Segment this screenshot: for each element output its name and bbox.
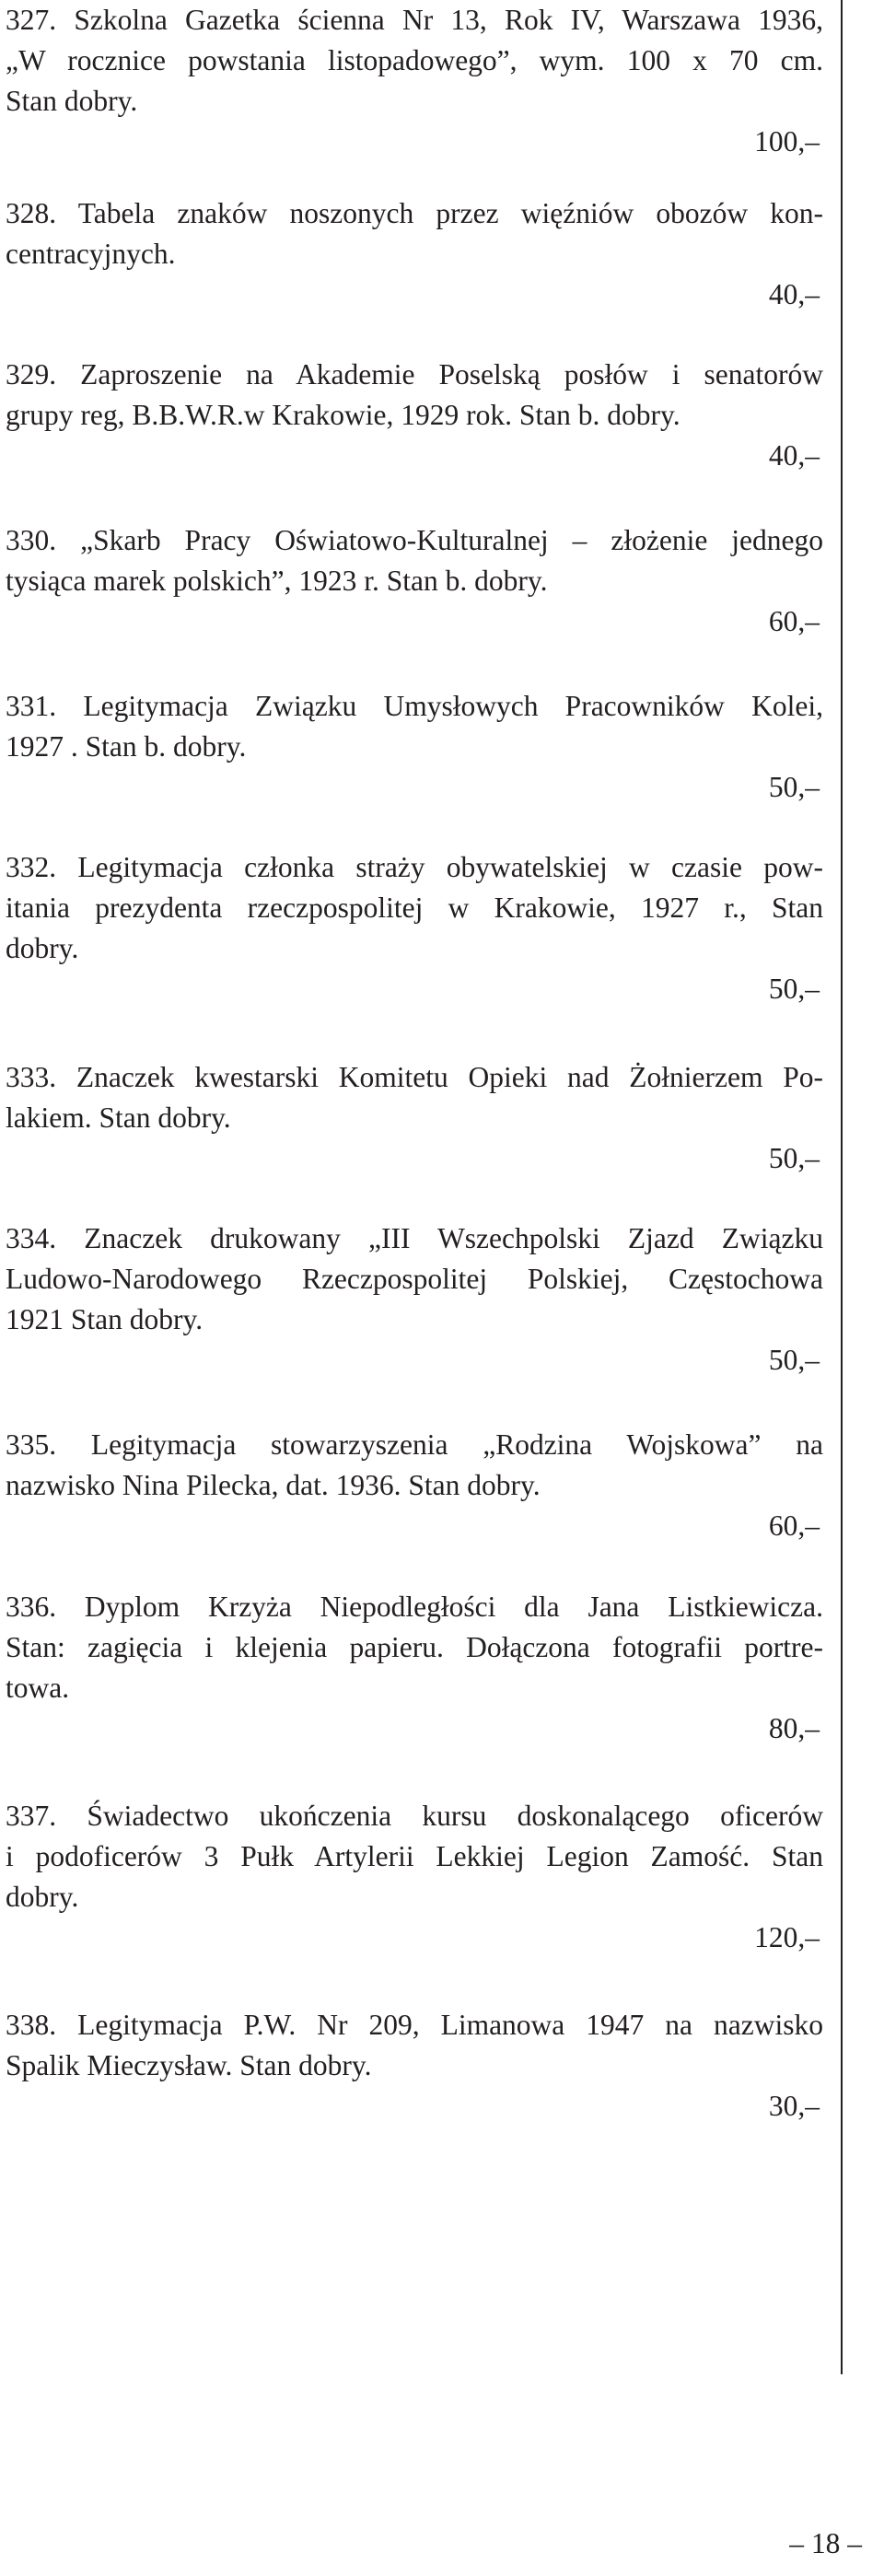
entry-description: Ludowo-Narodowego Rzeczpospolitej Polskiej, Częstochowa: [6, 1263, 823, 1295]
entry-description: Znaczek kwestarski Komitetu Opieki nad Żołnierzem Po-: [76, 1061, 823, 1093]
entry-first-line: [6, 1796, 823, 1836]
entry-number: 331.: [6, 690, 57, 722]
entry-number: 337.: [6, 1800, 57, 1832]
entry-description: Legitymacja Związku Umysłowych Pracowników Kolei,: [83, 690, 823, 722]
entry-line: [6, 1668, 823, 1708]
entry-description: tysiąca marek polskich”, 1923 r. Stan b. dobry.: [6, 565, 548, 597]
entry-line: [6, 2046, 823, 2086]
entry-line: [6, 1877, 823, 1917]
catalog-entry: [6, 847, 823, 1009]
catalog-entry: [6, 2005, 823, 2127]
entry-line: [6, 1098, 823, 1138]
entry-number: 329.: [6, 358, 57, 390]
entry-description: Stan dobry.: [6, 85, 138, 117]
entry-first-line: [6, 1425, 823, 1465]
entry-line: [6, 395, 823, 436]
entry-price: 30,–: [768, 2090, 820, 2122]
entry-price: 60,–: [768, 605, 820, 637]
entry-line: [6, 234, 823, 274]
entry-description: Legitymacja stowarzyszenia „Rodzina Wojskowa” na: [90, 1428, 823, 1461]
entry-first-line: [6, 1057, 823, 1098]
entry-description: 1927 . Stan b. dobry.: [6, 730, 247, 763]
entry-price: 50,–: [768, 1142, 820, 1174]
entry-number: 338.: [6, 2009, 57, 2041]
entry-first-line: [6, 1218, 823, 1259]
entry-description: itania prezydenta rzeczpospolitej w Krakowie, 1927 r., Stan: [6, 892, 823, 924]
catalog-entry: [6, 1425, 823, 1546]
entry-description: „W rocznice powstania listopadowego”, wym. 100 x 70 cm.: [6, 44, 823, 76]
entry-number: 328.: [6, 197, 57, 229]
entry-description: Znaczek drukowany „III Wszechpolski Zjazd Związku: [84, 1222, 824, 1254]
catalog-entry: [6, 686, 823, 808]
entry-price: 120,–: [754, 1921, 820, 1953]
page-number: – 18 –: [789, 2527, 862, 2559]
entry-price: 100,–: [754, 125, 820, 157]
entry-number: 333.: [6, 1061, 57, 1093]
entry-number: 336.: [6, 1591, 57, 1623]
entry-first-line: [6, 520, 823, 561]
entry-first-line: [6, 1587, 823, 1627]
entry-description: Świadectwo ukończenia kursu doskonalącego oficerów: [87, 1800, 824, 1832]
catalog-entry: [6, 1057, 823, 1179]
catalog-entry: [6, 355, 823, 476]
entry-description: nazwisko Nina Pilecka, dat. 1936. Stan dobry.: [6, 1469, 541, 1501]
entry-line: [6, 888, 823, 928]
entry-first-line: [6, 847, 823, 888]
entry-line: [6, 928, 823, 969]
entry-first-line: [6, 355, 823, 395]
entry-description: Stan: zagięcia i klejenia papieru. Dołączona fotografii portre-: [6, 1631, 823, 1663]
entry-price: 50,–: [768, 771, 820, 803]
entry-description: Zaproszenie na Akademie Poselską posłów i senatorów: [80, 358, 824, 390]
entry-line: [6, 1836, 823, 1877]
entry-first-line: [6, 686, 823, 727]
entry-line: [6, 81, 823, 122]
entry-description: i podoficerów 3 Pułk Artylerii Lekkiej Legion Zamość. Stan: [6, 1840, 823, 1872]
entry-price: 40,–: [768, 439, 820, 472]
entry-price: 60,–: [768, 1509, 820, 1542]
entry-description: dobry.: [6, 1881, 79, 1913]
catalog-entry: [6, 520, 823, 642]
entry-price: 80,–: [768, 1712, 820, 1744]
entry-description: towa.: [6, 1672, 70, 1704]
entry-price: 50,–: [768, 1344, 820, 1376]
entry-description: Legitymacja P.W. Nr 209, Limanowa 1947 na nazwisko: [77, 2009, 824, 2041]
entry-number: 327.: [6, 4, 57, 36]
catalog-entry: [6, 193, 823, 315]
entry-description: grupy reg, B.B.W.R.w Krakowie, 1929 rok. Stan b. dobry.: [6, 399, 680, 431]
entry-first-line: [6, 0, 823, 41]
entry-description: Tabela znaków noszonych przez więźniów obozów kon-: [77, 197, 823, 229]
catalog-entry: [6, 0, 823, 162]
entry-description: Szkolna Gazetka ścienna Nr 13, Rok IV, Warszawa 1936,: [74, 4, 823, 36]
entry-first-line: [6, 193, 823, 234]
entry-line: [6, 41, 823, 81]
entry-line: [6, 727, 823, 767]
entry-description: centracyjnych.: [6, 238, 176, 270]
catalog-entry: [6, 1218, 823, 1381]
entry-description: „Skarb Pracy Oświatowo-Kulturalnej – złożenie jednego: [80, 524, 823, 556]
entry-description: lakiem. Stan dobry.: [6, 1102, 231, 1134]
entry-description: 1921 Stan dobry.: [6, 1303, 204, 1335]
entry-description: Legitymacja członka straży obywatelskiej w czasie pow-: [77, 851, 823, 883]
entry-number: 334.: [6, 1222, 57, 1254]
entry-number: 332.: [6, 851, 57, 883]
entry-line: [6, 1300, 823, 1340]
entry-description: dobry.: [6, 932, 79, 964]
entry-first-line: [6, 2005, 823, 2046]
vertical-rule: [841, 0, 843, 2374]
entry-line: [6, 1627, 823, 1668]
entry-line: [6, 561, 823, 601]
entry-number: 335.: [6, 1428, 57, 1461]
entry-line: [6, 1465, 823, 1506]
entry-description: Dyplom Krzyża Niepodległości dla Jana Listkiewicza.: [84, 1591, 824, 1623]
catalog-entry: [6, 1587, 823, 1749]
entry-price: 40,–: [768, 278, 820, 310]
entry-description: Spalik Mieczysław. Stan dobry.: [6, 2049, 372, 2081]
catalog-entry: [6, 1796, 823, 1958]
entry-line: [6, 1259, 823, 1300]
entry-price: 50,–: [768, 973, 820, 1005]
entry-number: 330.: [6, 524, 57, 556]
